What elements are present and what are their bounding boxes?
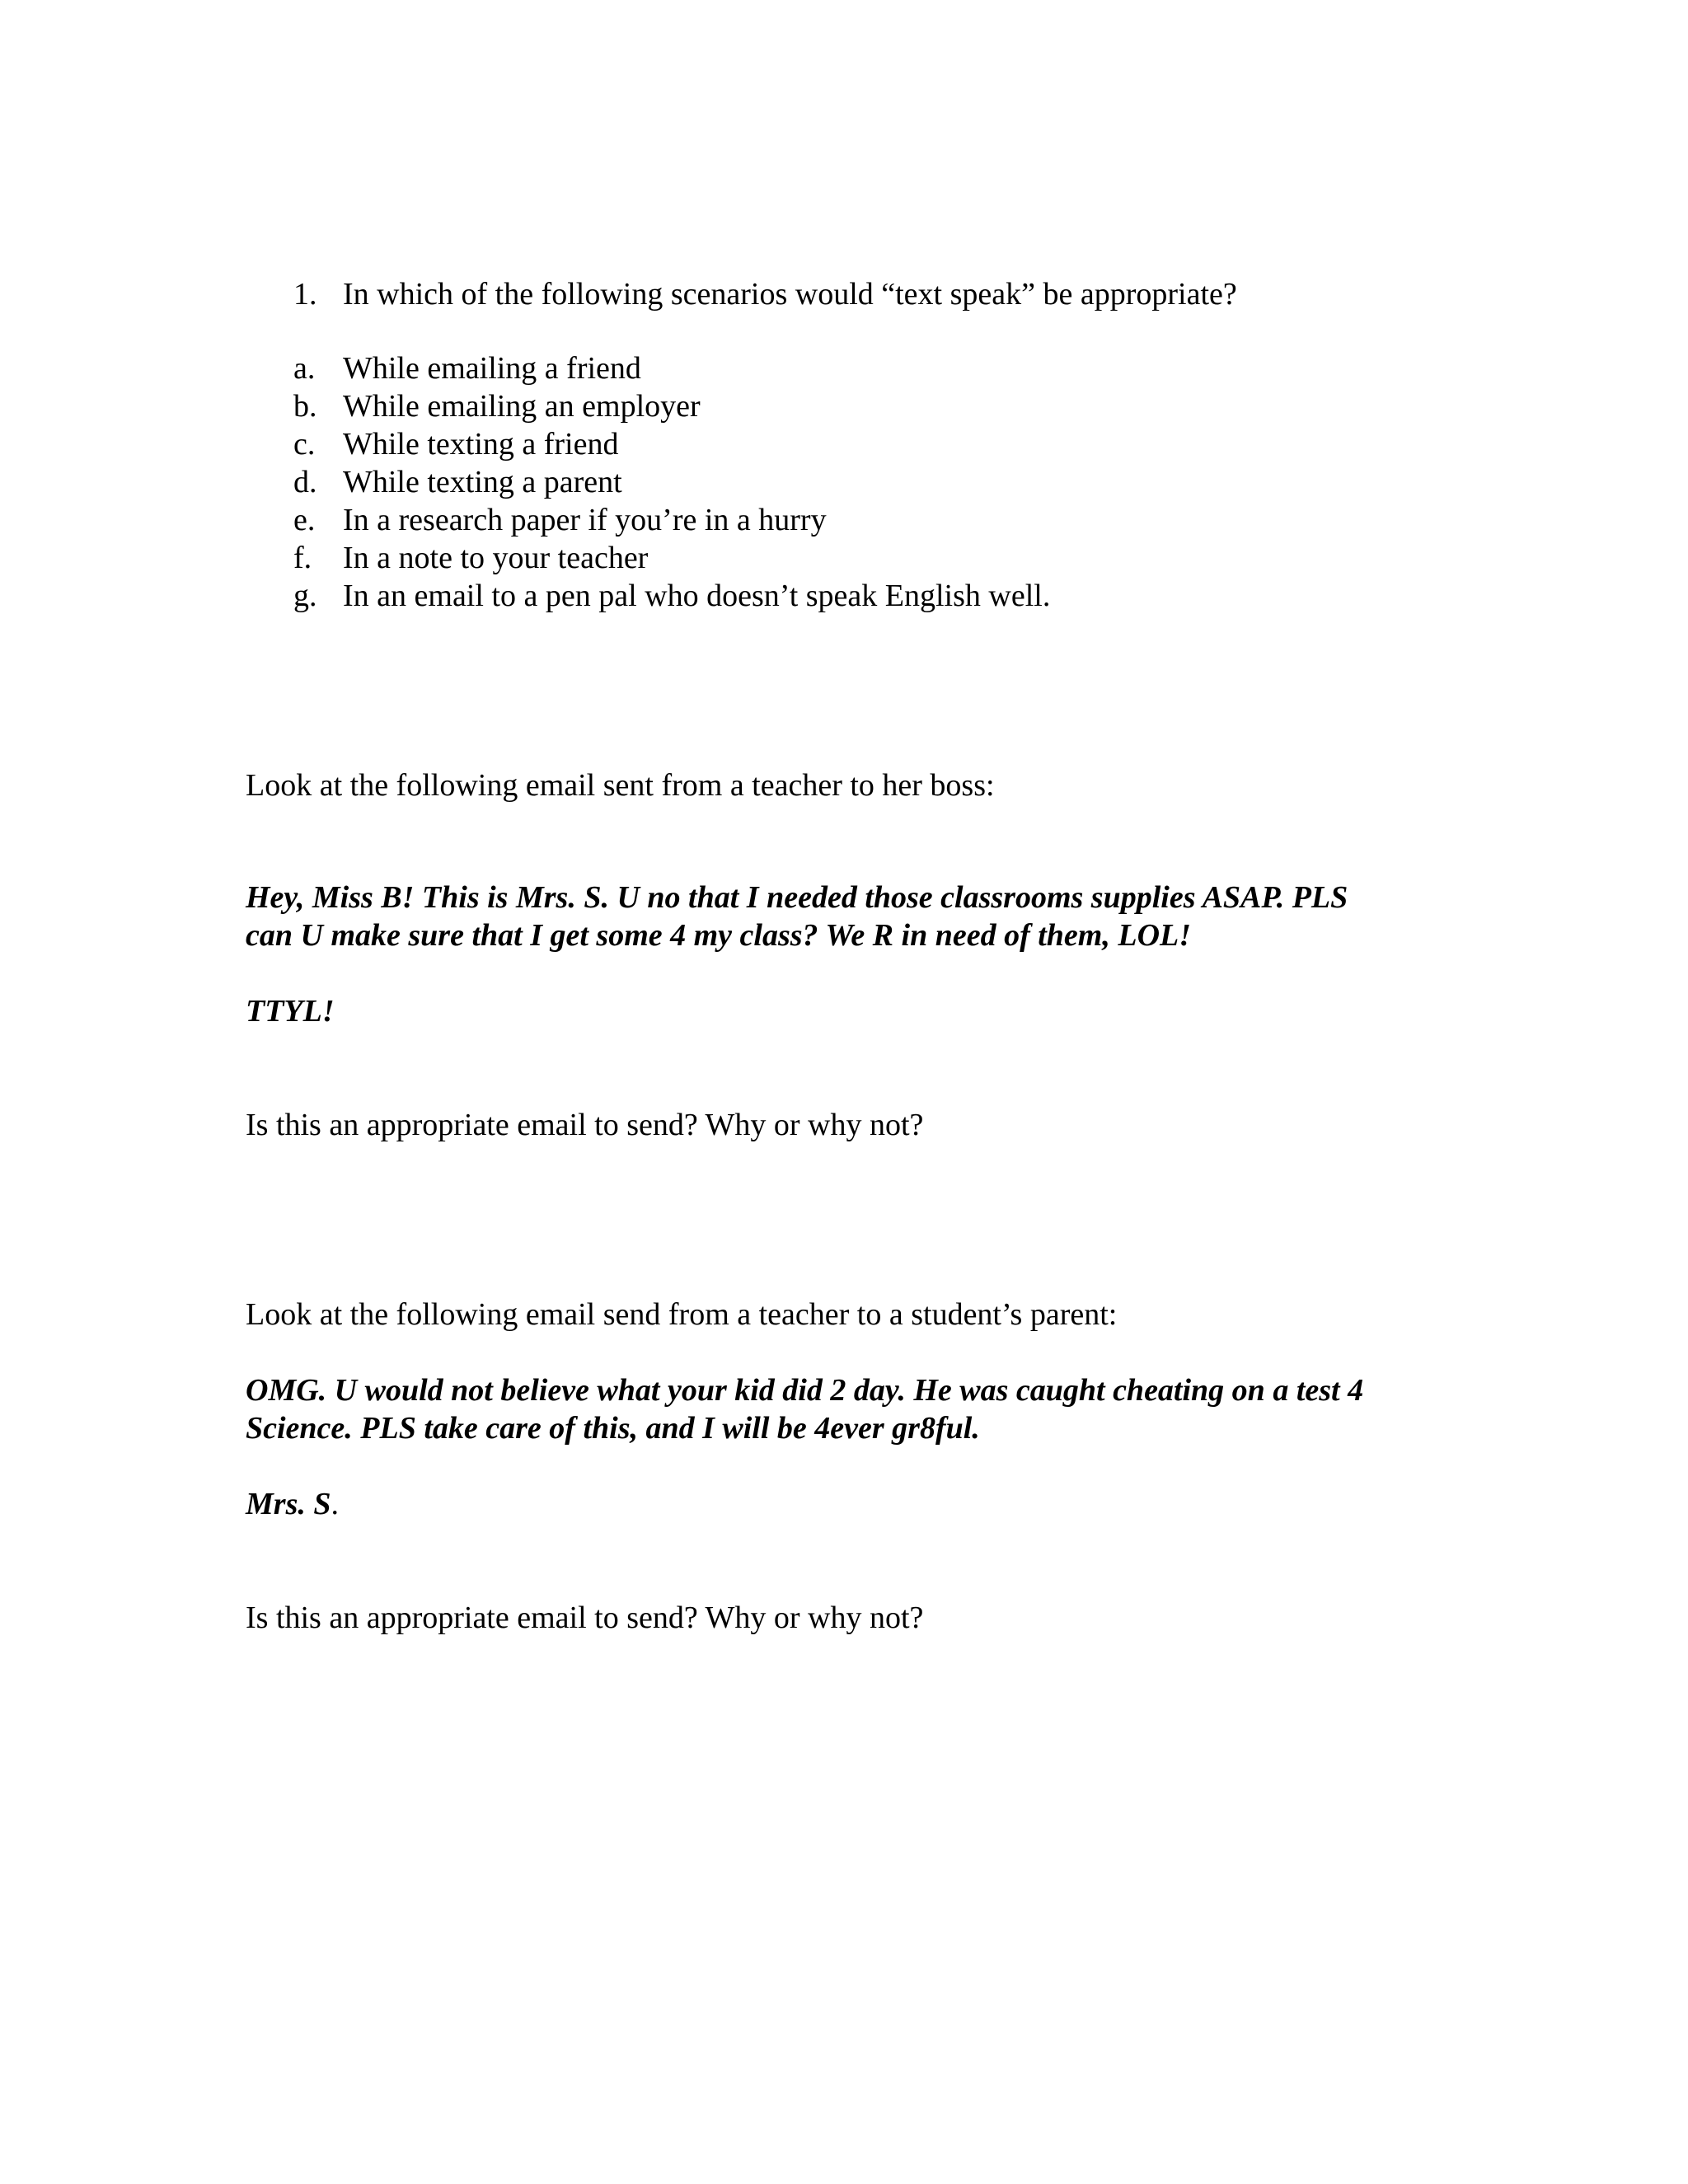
option-letter: c.	[293, 427, 316, 462]
list-item	[293, 539, 1050, 577]
option-letter: g.	[293, 579, 317, 613]
list-item	[293, 387, 1050, 425]
option-text: While texting a parent	[343, 465, 622, 499]
option-letter: d.	[293, 465, 317, 499]
email2-body-line-2: Science. PLS take care of this, and I will be 4ever gr8ful.	[246, 1411, 980, 1446]
email2-question: Is this an appropriate email to send? Why or why not?	[246, 1601, 924, 1635]
email2-body-line-1: OMG. U would not believe what your kid did 2 day. He was caught cheating on a test 4	[246, 1373, 1364, 1408]
option-text: In a note to your teacher	[343, 541, 649, 575]
option-letter: a.	[293, 351, 316, 386]
option-text: While texting a friend	[343, 427, 619, 462]
email2-signoff-line	[246, 1485, 1449, 1523]
email2-signoff: Mrs. S	[246, 1487, 331, 1521]
option-text: While emailing a friend	[343, 351, 641, 386]
question-1	[293, 275, 1237, 313]
option-text: In a research paper if you’re in a hurry	[343, 503, 827, 537]
option-letter: e.	[293, 503, 316, 537]
answer-options-list	[293, 349, 1050, 615]
option-text: In an email to a pen pal who doesn’t speak English well.	[343, 579, 1051, 613]
email1-question: Is this an appropriate email to send? Why or why not?	[246, 1108, 924, 1142]
email1-body-line-2: can U make sure that I get some 4 my class? We R in need of them, LOL!	[246, 918, 1192, 953]
email2-intro: Look at the following email send from a teacher to a student’s parent:	[246, 1297, 1118, 1332]
email1-signoff: TTYL!	[246, 994, 335, 1029]
list-item	[293, 463, 1050, 501]
email1-body-line-1: Hey, Miss B! This is Mrs. S. U no that I needed those classrooms supplies ASAP. PLS	[246, 880, 1348, 915]
list-item	[293, 425, 1050, 463]
list-item	[293, 349, 1050, 387]
email2-signoff-period: .	[331, 1487, 339, 1521]
list-item	[293, 577, 1050, 615]
option-text: While emailing an employer	[343, 389, 701, 424]
question-text: In which of the following scenarios would “text speak” be appropriate?	[343, 277, 1237, 312]
option-letter: f.	[293, 541, 312, 575]
email2-body	[246, 1371, 1449, 1447]
email1-intro: Look at the following email sent from a teacher to her boss:	[246, 768, 995, 803]
email1-body	[246, 879, 1449, 954]
question-number: 1.	[293, 277, 317, 312]
option-letter: b.	[293, 389, 317, 424]
list-item	[293, 501, 1050, 539]
